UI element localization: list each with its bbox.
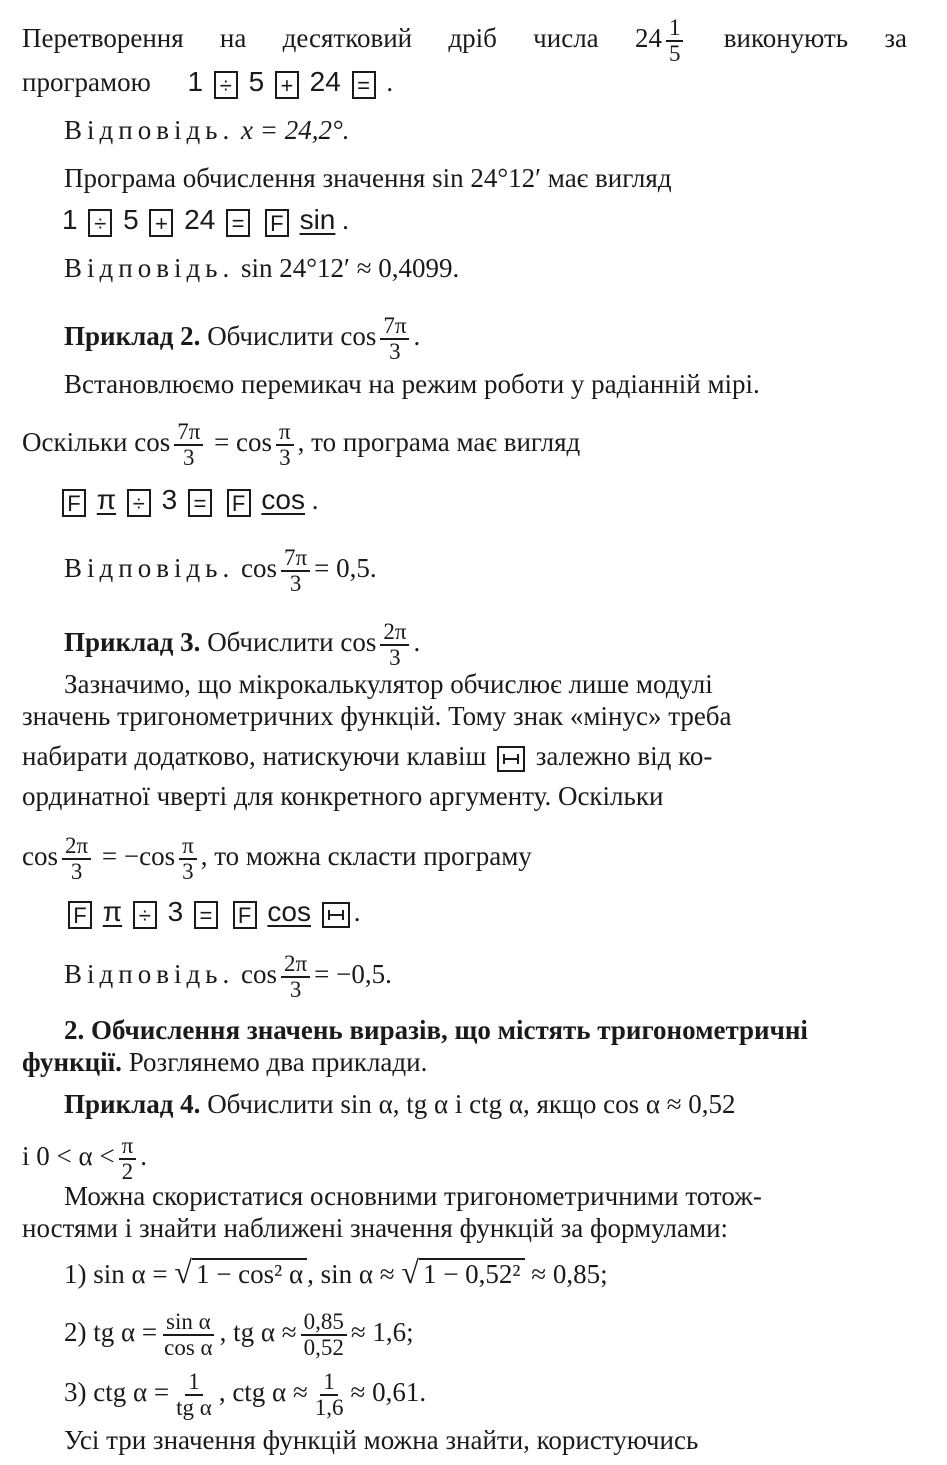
radicand: 1 − cos² α (192, 1258, 307, 1288)
formula-1 (64, 1256, 608, 1290)
text: ≈ 1,6; (350, 1317, 414, 1348)
equals-key: = (188, 489, 212, 517)
section-2-title: 2. Обчислення значень виразів, що містять тригонометричні (64, 1015, 808, 1045)
ex4-line4: ностями і знайти наближені значення функцій за формулами: (22, 1213, 729, 1243)
text: , ctg α ≈ (218, 1377, 308, 1408)
f-key: F (227, 489, 251, 517)
text: , tg α ≈ (219, 1317, 297, 1348)
answer-1 (64, 114, 350, 146)
text: = −cos (101, 841, 176, 872)
p2-keys: 1 ÷ 5 + 24 = F sin . (62, 204, 349, 236)
fraction: $\frac{2\pi}{3}$ (281, 952, 310, 1002)
sqrt-icon: √ (401, 1254, 419, 1290)
example-label: Приклад 4. (64, 1089, 201, 1119)
text: Обчислити sin α, tg α і ctg α, якщо cos α ≈ 0,52 (207, 1089, 736, 1119)
answer-text: sin 24°12′ ≈ 0,4099. (241, 253, 460, 283)
fraction: $\frac{2\pi}{3}$ (380, 620, 409, 670)
p1-line1 (22, 16, 907, 66)
pi-key: π (102, 896, 123, 927)
digit: 24 (309, 66, 341, 97)
ex4-line3: Можна скористатися основними тригонометричними тотож- (64, 1181, 762, 1211)
formula-3 (64, 1370, 426, 1420)
text: = cos (214, 427, 273, 458)
sqrt-icon: √ (174, 1254, 192, 1290)
answer-text: x = 24,2°. (241, 115, 350, 145)
answer-2 (64, 252, 459, 284)
text: Обчислити cos (207, 627, 377, 658)
plus-key: + (275, 71, 299, 99)
f-key: F (62, 489, 86, 517)
ex2-keys: F π ÷ 3 = F cos . (22, 484, 318, 517)
text: Оскільки cos (22, 427, 171, 458)
fraction: $\frac{7\pi}{3}$ (281, 546, 310, 596)
p2-line1: Програма обчислення значення sin 24°12′ має вигляд (64, 163, 672, 193)
text: ≈ 0,61. (350, 1377, 427, 1408)
answer-label: Відповідь. (64, 959, 235, 990)
fraction: $\frac{2\pi}{3}$ (62, 834, 91, 884)
text: програмою (22, 67, 151, 97)
digit: 1 (62, 204, 78, 235)
divide-key: ÷ (133, 901, 157, 929)
text: 1) sin α = (64, 1259, 168, 1289)
text: cos (22, 841, 58, 872)
digit: 3 (167, 896, 184, 927)
fraction: $\frac{\pi}{3}$ (276, 420, 294, 470)
text: = 0,5. (314, 553, 377, 584)
section-title-text: функції. (22, 1047, 122, 1077)
text: і 0 < α < (22, 1141, 115, 1172)
f-key: F (68, 901, 92, 929)
fraction: $\frac{1}{1,6}$ (314, 1369, 344, 1420)
example-3-title: Приклад 3. Обчислити cos $\frac{2\pi}{3}$ . (64, 619, 421, 670)
fraction: $\frac{1}{5}$ (666, 16, 684, 66)
ex3-line1: Зазначимо, що мікрокалькулятор обчислює лише модулі (64, 669, 713, 699)
digit: 1 (187, 66, 204, 97)
pi-key: π (96, 484, 117, 515)
answer-ex2 (64, 546, 377, 596)
text: 2) tg α = (64, 1317, 158, 1348)
ex2-line1: Встановлюємо перемикач на режим роботи у радіанній мірі. (64, 369, 760, 399)
ex2-line2 (22, 420, 580, 470)
text: . (140, 1141, 147, 1172)
text: cos (241, 959, 277, 990)
cos-key: cos (267, 896, 311, 927)
fraction: $\frac{\pi}{2}$ (119, 1134, 137, 1184)
digit: 3 (161, 484, 178, 515)
plus-key: + (149, 209, 173, 237)
fraction: $\frac{7\pi}{3}$ (380, 314, 409, 364)
digit: 5 (248, 66, 265, 97)
ex3-line2: значень тригонометричних функцій. Тому знак «мінус» треба (22, 701, 732, 731)
fraction: $\frac{1}{\text{tg α}}$ (176, 1369, 212, 1420)
f-key: F (265, 209, 289, 237)
p1-line2: програмою 1 ÷ 5 + 24 = . (22, 66, 394, 98)
f-key: F (233, 901, 257, 929)
text: , то програма має вигляд (297, 427, 581, 458)
text: , sin α ≈ (307, 1259, 395, 1289)
equals-key: = (226, 209, 250, 237)
digit: 24 (184, 204, 216, 235)
digit: 5 (123, 204, 139, 235)
fraction: $\frac{0,85}{0,52}$ (301, 1310, 347, 1360)
text: залежно від ко- (535, 741, 713, 771)
ex4-line5: Усі три значення функцій можна знайти, користуючись (64, 1425, 699, 1455)
text: ≈ 0,85; (531, 1259, 608, 1289)
answer-label: Відповідь. (64, 115, 235, 145)
equals-key: = (352, 71, 376, 99)
divide-key: ÷ (214, 71, 238, 99)
fraction: $\frac{\text{sin α}}{\text{cos α}}$ (164, 1309, 213, 1360)
example-2-title: Приклад 2. Обчислити cos $\frac{7\pi}{3}$ . (64, 313, 421, 364)
ex3-line5 (22, 834, 532, 884)
sin-key: sin (299, 204, 336, 235)
answer-label: Відповідь. (64, 253, 235, 283)
answer-label: Відповідь. (64, 553, 235, 584)
ex3-line4: ординатної чверті для конкретного аргументу. Оскільки (22, 781, 664, 811)
answer-ex3 (64, 952, 392, 1002)
section-2-title-cont (22, 1046, 427, 1078)
text: набирати додатково, натискуючи клавіш (22, 741, 487, 771)
example-label: Приклад 2. (64, 321, 201, 352)
ex4-line2 (22, 1134, 147, 1184)
fraction: $\frac{7\pi}{3}$ (174, 420, 203, 470)
radicand: 1 − 0,52² (419, 1258, 525, 1288)
text: 3) ctg α = (64, 1377, 170, 1408)
text: , то можна скласти програму (200, 841, 532, 872)
example-4-title (64, 1088, 736, 1120)
text: Обчислити cos (207, 321, 377, 352)
equals-key: = (194, 901, 218, 929)
formula-2 (64, 1310, 414, 1360)
ex3-keys: F π ÷ 3 = F cos . (22, 896, 360, 929)
text: cos (241, 553, 277, 584)
fraction: $\frac{\pi}{3}$ (179, 834, 197, 884)
text: Розглянемо два приклади. (128, 1047, 428, 1077)
cos-key: cos (261, 484, 305, 515)
text: Перетворення на десятковий дріб числа 24 (22, 23, 662, 54)
sign-change-key-icon (322, 902, 350, 928)
example-label: Приклад 3. (64, 627, 201, 658)
ex3-line3 (22, 740, 712, 772)
divide-key: ÷ (127, 489, 151, 517)
text: = −0,5. (314, 959, 392, 990)
sign-change-key-icon (497, 746, 525, 772)
divide-key: ÷ (88, 209, 112, 237)
text: виконують за (723, 23, 908, 54)
